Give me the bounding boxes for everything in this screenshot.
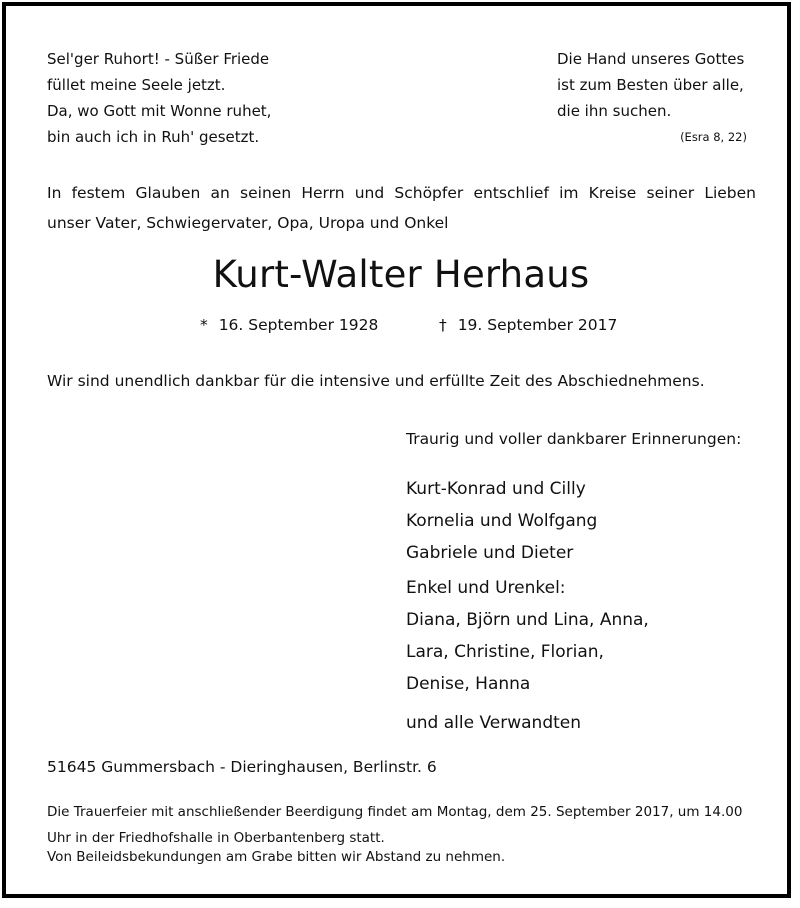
poem-right-line: ist zum Besten über alle, (557, 76, 744, 94)
list-item: Kornelia und Wolfgang (406, 511, 598, 531)
list-item: Lara, Christine, Florian, (406, 642, 604, 662)
died-date-text: 19. September 2017 (457, 316, 618, 334)
relatives-line: und alle Verwandten (406, 713, 582, 733)
list-item: Diana, Björn und Lina, Anna, (406, 610, 649, 630)
thanks-text: Wir sind unendlich dankbar für die intensive und erfüllte Zeit des Abschiednehmens. (47, 372, 705, 390)
born-date-text: 16. September 1928 (218, 316, 379, 334)
death-date (439, 316, 617, 334)
poem-left-line: Da, wo Gott mit Wonne ruhet, (47, 102, 272, 120)
poem-right (557, 46, 747, 144)
poem-right-line: Die Hand unseres Gottes (557, 50, 745, 68)
grandchildren-list (406, 572, 649, 700)
born-symbol: * (200, 316, 208, 334)
funeral-info: Die Trauerfeier mit anschließender Beerdigung findet am Montag, dem 25. September 2017, um 14.00 Uhr in der Friedhofshalle in Oberbantenberg statt. (47, 804, 743, 846)
list-item: Denise, Hanna (406, 674, 531, 694)
poem-citation: (Esra 8, 22) (680, 130, 747, 144)
poem-right-line: die ihn suchen. (557, 102, 672, 120)
poem-left-line: füllet meine Seele jetzt. (47, 76, 226, 94)
poem-left-line: bin auch ich in Ruh' gesetzt. (47, 128, 260, 146)
children-list (406, 473, 597, 569)
intro-line: In festem Glauben an seinen Herrn und Schöpfer entschlief im Kreise seiner Lieben (47, 184, 756, 202)
intro-paragraph (47, 178, 756, 238)
obituary-frame (2, 2, 791, 898)
poem-left (47, 46, 271, 150)
address: 51645 Gummersbach - Dieringhausen, Berlinstr. 6 (47, 758, 437, 776)
intro-line: unser Vater, Schwiegervater, Opa, Uropa und Onkel (47, 214, 449, 232)
birth-date (200, 316, 378, 334)
poem-left-line: Sel'ger Ruhort! - Süßer Friede (47, 50, 270, 68)
deceased-name: Kurt-Walter Herhaus (212, 253, 590, 296)
grandchildren-heading: Enkel und Urenkel: (406, 578, 566, 598)
list-item: Kurt-Konrad und Cilly (406, 479, 586, 499)
mourners-caption: Traurig und voller dankbarer Erinnerungen: (406, 430, 742, 448)
list-item: Gabriele und Dieter (406, 543, 574, 563)
died-symbol: † (439, 316, 447, 334)
condolence-note: Von Beileidsbekundungen am Grabe bitten wir Abstand zu nehmen. (47, 849, 506, 865)
